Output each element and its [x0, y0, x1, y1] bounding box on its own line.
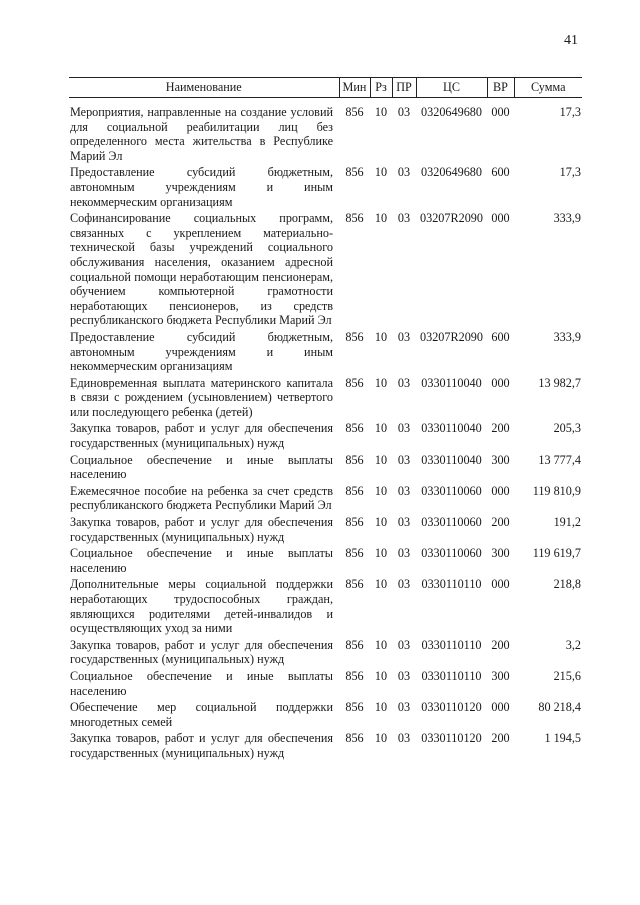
budget-table: [69, 77, 582, 763]
table-row: [69, 98, 582, 166]
row-min: 856: [345, 577, 364, 592]
row-rz: 10: [374, 483, 388, 498]
row-rz: 10: [374, 375, 388, 390]
header-name: Наименование: [69, 78, 339, 98]
row-cs: 0330110120: [421, 700, 482, 715]
row-pr: 03: [397, 546, 411, 561]
row-rz: 10: [374, 668, 388, 683]
table-row: [69, 330, 582, 376]
row-sum: 80 218,4: [538, 700, 581, 715]
row-sum: 1 194,5: [544, 731, 581, 746]
row-cs: 0330110040: [421, 452, 482, 467]
row-min: 856: [345, 483, 364, 498]
row-min: 856: [345, 105, 364, 119]
row-pr: 03: [397, 637, 411, 652]
row-name: Дополнительные меры социальной поддержки неработающих трудоспособных граждан, являющихся родителями детей-инвалидов и осуществляющих уход за ними: [70, 577, 333, 636]
table-row: [69, 376, 582, 422]
row-name: Закупка товаров, работ и услуг для обеспечения государственных (муниципальных) нужд: [70, 421, 333, 451]
row-rz: 10: [374, 165, 388, 180]
row-vr: 000: [491, 105, 510, 119]
row-rz: 10: [374, 700, 388, 715]
row-pr: 03: [397, 421, 411, 436]
row-pr: 03: [397, 731, 411, 746]
row-vr: 200: [491, 731, 510, 746]
row-sum: 333,9: [553, 211, 581, 226]
header-rz: Рз: [370, 78, 392, 98]
table-row: [69, 165, 582, 211]
row-name: Социальное обеспечение и иные выплаты населению: [70, 546, 333, 575]
row-vr: 000: [491, 577, 510, 592]
header-vr: ВР: [487, 78, 514, 98]
row-sum: 191,2: [553, 515, 581, 530]
row-rz: 10: [374, 105, 388, 119]
row-rz: 10: [374, 546, 388, 561]
table-row: [69, 484, 582, 515]
row-min: 856: [345, 731, 364, 746]
row-pr: 03: [397, 515, 411, 530]
row-name: Ежемесячное пособие на ребенка за счет средств республиканского бюджета Республики Марий Эл: [70, 483, 333, 513]
row-pr: 03: [397, 668, 411, 683]
row-cs: 0330110040: [421, 375, 482, 390]
row-min: 856: [345, 329, 364, 344]
row-min: 856: [345, 421, 364, 436]
row-rz: 10: [374, 329, 388, 344]
row-min: 856: [345, 211, 364, 226]
table-row: [69, 453, 582, 484]
header-cs: ЦС: [416, 78, 487, 98]
row-vr: 200: [491, 421, 510, 436]
row-name: Предоставление субсидий бюджетным, автономным учреждениям и иным некоммерческим организациям: [70, 165, 333, 209]
row-pr: 03: [397, 483, 411, 498]
row-min: 856: [345, 165, 364, 180]
table-row: [69, 700, 582, 731]
row-name: Обеспечение мер социальной поддержки многодетных семей: [70, 700, 333, 729]
row-cs: 0320649680: [421, 165, 482, 180]
row-sum: 119 810,9: [532, 483, 581, 498]
row-rz: 10: [374, 211, 388, 226]
row-cs: 03207R2090: [420, 329, 483, 344]
row-cs: 0330110110: [421, 668, 482, 683]
row-cs: 0330110110: [421, 637, 482, 652]
row-vr: 200: [491, 515, 510, 530]
row-pr: 03: [397, 577, 411, 592]
header-min: Мин: [339, 78, 370, 98]
table-row: [69, 421, 582, 452]
row-sum: 3,2: [565, 637, 581, 652]
row-pr: 03: [397, 105, 411, 119]
row-sum: 119 619,7: [532, 546, 581, 561]
row-name: Предоставление субсидий бюджетным, автономным учреждениям и иным некоммерческим организациям: [70, 329, 333, 374]
row-cs: 0330110120: [421, 731, 482, 746]
row-name: Закупка товаров, работ и услуг для обеспечения государственных (муниципальных) нужд: [70, 637, 333, 667]
row-name: Мероприятия, направленные на создание условий для социальной реабилитации лиц без определенного места жительства в Республике Марий Эл: [70, 105, 333, 163]
row-sum: 13 982,7: [538, 375, 581, 390]
row-sum: 13 777,4: [538, 452, 581, 467]
header-sum: Сумма: [514, 78, 582, 98]
row-min: 856: [345, 546, 364, 561]
page-number: 41: [564, 33, 578, 48]
row-name: Софинансирование социальных программ, связанных с укреплением материально-технической базы учреждений социального обслуживания населения, оказанием адресной социальной помощи неработающим пенсионерам, обучением компьютерной грамотности неработающих пенсионеров, из средств республиканского бюджета Республики Марий Эл: [70, 211, 333, 328]
row-min: 856: [345, 668, 364, 683]
row-vr: 000: [491, 700, 510, 715]
row-vr: 300: [491, 452, 510, 467]
row-sum: 205,3: [553, 421, 581, 436]
row-sum: 218,8: [553, 577, 581, 592]
header-pr: ПР: [392, 78, 416, 98]
row-cs: 0330110060: [421, 483, 482, 498]
row-pr: 03: [397, 700, 411, 715]
row-name: Закупка товаров, работ и услуг для обеспечения государственных (муниципальных) нужд: [70, 515, 333, 544]
row-vr: 000: [491, 375, 510, 390]
row-rz: 10: [374, 637, 388, 652]
table-row: [69, 546, 582, 577]
row-cs: 03207R2090: [420, 211, 483, 226]
row-rz: 10: [374, 421, 388, 436]
row-pr: 03: [397, 329, 411, 344]
row-rz: 10: [374, 731, 388, 746]
table-row: [69, 515, 582, 546]
row-min: 856: [345, 515, 364, 530]
row-name: Закупка товаров, работ и услуг для обеспечения государственных (муниципальных) нужд: [70, 731, 333, 760]
row-rz: 10: [374, 452, 388, 467]
row-pr: 03: [397, 165, 411, 180]
row-name: Социальное обеспечение и иные выплаты населению: [70, 668, 333, 698]
row-name: Социальное обеспечение и иные выплаты населению: [70, 452, 333, 482]
row-rz: 10: [374, 515, 388, 530]
row-vr: 600: [491, 329, 510, 344]
row-pr: 03: [397, 211, 411, 226]
row-cs: 0330110060: [421, 546, 482, 561]
row-cs: 0330110040: [421, 421, 482, 436]
row-cs: 0320649680: [421, 105, 482, 119]
row-pr: 03: [397, 375, 411, 390]
row-sum: 17,3: [559, 165, 581, 180]
row-vr: 000: [491, 483, 510, 498]
row-rz: 10: [374, 577, 388, 592]
table-row: [69, 577, 582, 637]
row-min: 856: [345, 637, 364, 652]
table-header: [69, 78, 582, 98]
row-sum: 17,3: [559, 105, 581, 119]
table-row: [69, 638, 582, 669]
row-sum: 333,9: [553, 329, 581, 344]
row-vr: 200: [491, 637, 510, 652]
table-row: [69, 731, 582, 762]
row-cs: 0330110110: [421, 577, 482, 592]
table-row: [69, 669, 582, 700]
table-row: [69, 211, 582, 330]
row-name: Единовременная выплата материнского капитала в связи с рождением (усыновлением) четвертого или последующего ребенка (детей): [70, 375, 333, 419]
row-vr: 300: [491, 668, 510, 683]
row-min: 856: [345, 452, 364, 467]
table-body: [69, 98, 582, 763]
row-cs: 0330110060: [421, 515, 482, 530]
row-sum: 215,6: [553, 668, 581, 683]
row-pr: 03: [397, 452, 411, 467]
row-min: 856: [345, 700, 364, 715]
row-vr: 000: [491, 211, 510, 226]
row-vr: 300: [491, 546, 510, 561]
row-vr: 600: [491, 165, 510, 180]
row-min: 856: [345, 375, 364, 390]
